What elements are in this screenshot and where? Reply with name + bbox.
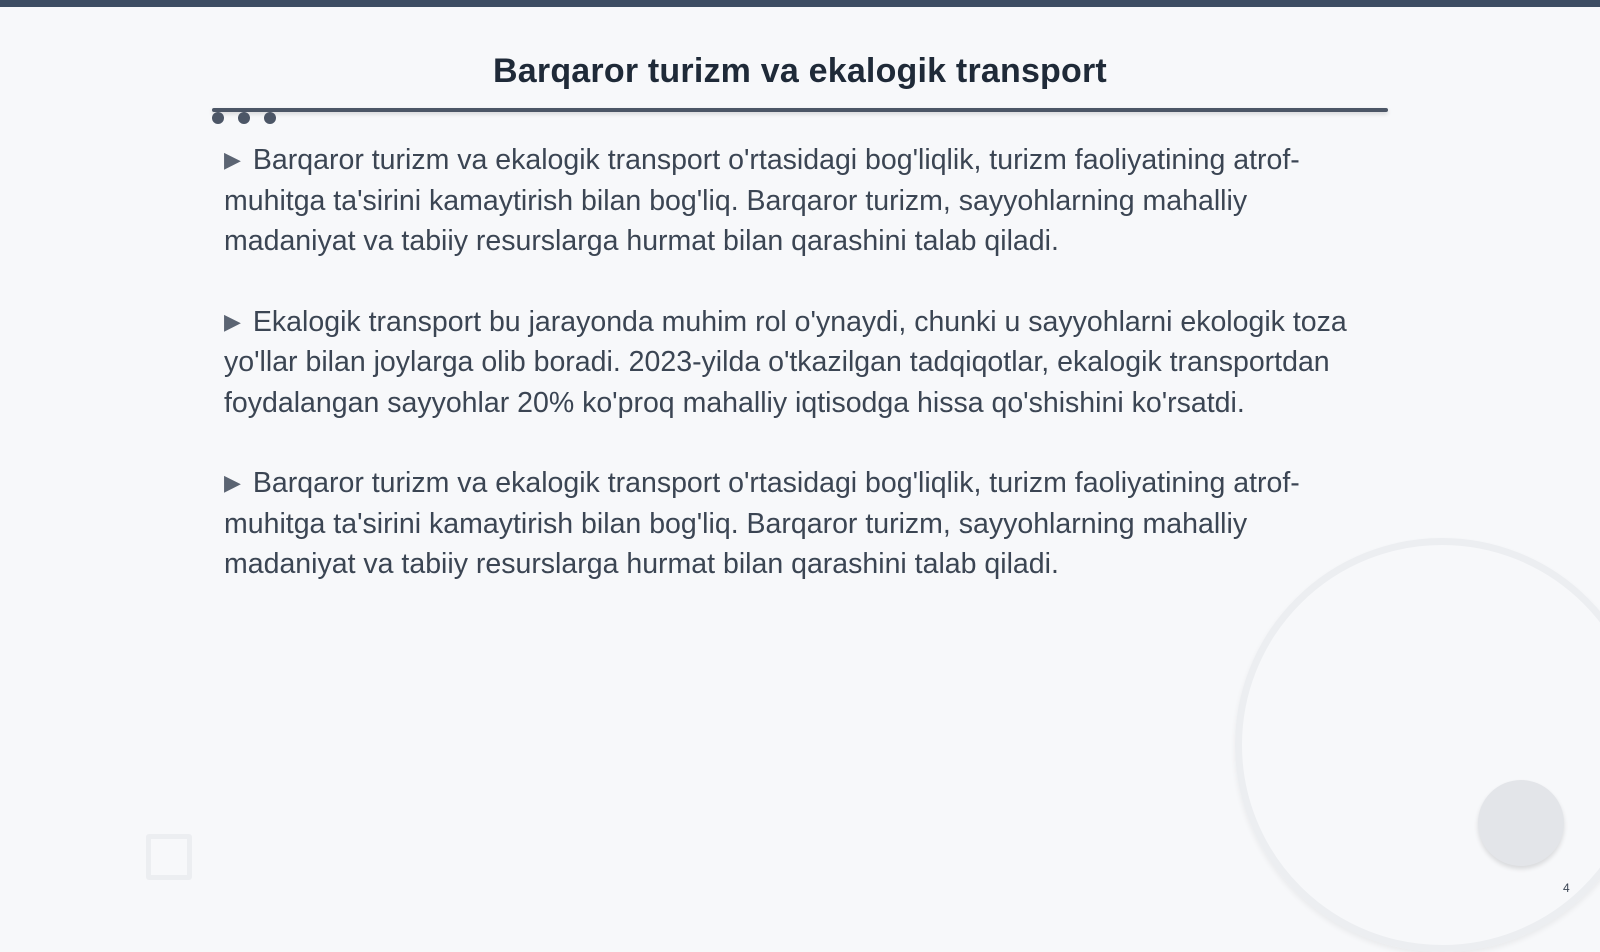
decorative-dot-1 bbox=[212, 112, 224, 124]
decorative-square bbox=[146, 834, 192, 880]
decorative-circle bbox=[1478, 780, 1564, 866]
slide-body bbox=[224, 140, 1384, 625]
triangle-right-icon: ▶ bbox=[224, 308, 241, 334]
bullet-item-1 bbox=[224, 140, 1384, 262]
bullet-text-1: Barqaror turizm va ekalogik transport o'rtasidagi bog'liqlik, turizm faoliyatining atrof-muhitga ta'sirini kamaytirish bilan bog'liq. Barqaror turizm, sayyohlarning mahalliy madaniyat va tabiiy resurslarga hurmat bilan qarashini talab qiladi. bbox=[224, 144, 1300, 257]
slide-title: Barqaror turizm va ekalogik transport bbox=[493, 52, 1107, 90]
decorative-dot-3 bbox=[264, 112, 276, 124]
page-number: 4 bbox=[1563, 881, 1570, 895]
bullet-item-3 bbox=[224, 463, 1384, 585]
triangle-right-icon: ▶ bbox=[224, 147, 241, 172]
triangle-right-icon: ▶ bbox=[224, 470, 241, 495]
bullet-text-2: Ekalogik transport bu jarayonda muhim rol o'ynaydi, chunki u sayyohlarni ekologik toza yo'llar bilan joylarga olib boradi. 2023-yilda o'tkazilgan tadqiqotlar, ekalogik transportdan foydalangan sayyohlar 20% ko'proq mahalliy iqtisodga hissa qo'shishini ko'rsatdi. bbox=[224, 305, 1347, 419]
title-underline bbox=[212, 108, 1388, 112]
decorative-dot-2 bbox=[238, 112, 250, 124]
bullet-text-3: Barqaror turizm va ekalogik transport o'rtasidagi bog'liqlik, turizm faoliyatining atrof-muhitga ta'sirini kamaytirish bilan bog'liq. Barqaror turizm, sayyohlarning mahalliy madaniyat va tabiiy resurslarga hurmat bilan qarashini talab qiladi. bbox=[224, 467, 1300, 580]
bullet-item-2 bbox=[224, 302, 1384, 424]
top-accent-bar bbox=[0, 0, 1600, 7]
